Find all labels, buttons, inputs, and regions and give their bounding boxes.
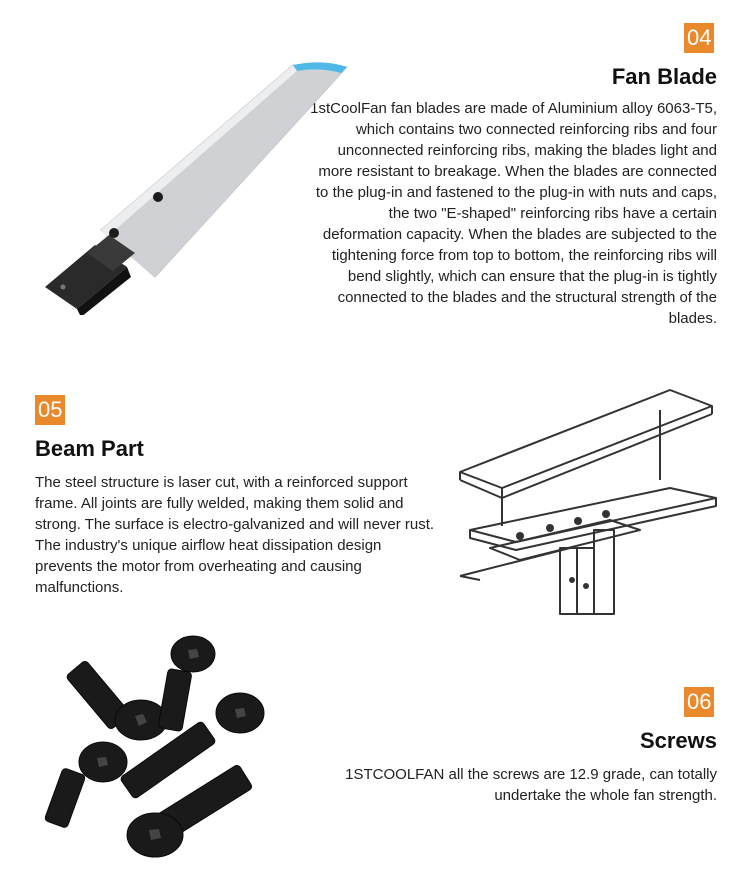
section-number-badge: 06 [684, 687, 714, 717]
fan-blade-image [35, 55, 355, 315]
section-number-badge: 05 [35, 395, 65, 425]
section-title: Fan Blade [611, 64, 717, 89]
i-beam-drawing [450, 380, 720, 615]
section-screws [0, 630, 750, 874]
hex-socket-screws-image [35, 630, 305, 870]
section-description: The steel structure is laser cut, with a reinforced support frame. All joints are fully welded, making them solid and strong. The surface is electro-galvanized and will never rust. The industry's unique airflow heat dissipation design prevents the motor from overheating and causing malfunctions. [35, 474, 435, 596]
section-title: Screws [639, 728, 717, 753]
section-fan-blade [0, 0, 750, 350]
section-beam-part [0, 380, 750, 620]
section-title: Beam Part [35, 436, 144, 461]
section-description: 1stCoolFan fan blades are made of Aluminium alloy 6063-T5, which contains two connected reinforcing ribs and four unconnected reinforcing ribs, making the blades light and more resistant to breakage. When the blades are connected to the plug-in and fastened to the plug-in with nuts and caps, the two "E-shaped" reinforcing ribs have a certain deformation capacity. When the blades are subjected to the tightening force from top to bottom, the reinforcing ribs will bend slightly, which can ensure that the plug-in is tightly connected to the blades and the structural strength of the blades. [310, 100, 717, 327]
section-number-badge: 04 [684, 23, 714, 53]
section-description: 1STCOOLFAN all the screws are 12.9 grade, can totally undertake the whole fan strength. [345, 766, 717, 804]
